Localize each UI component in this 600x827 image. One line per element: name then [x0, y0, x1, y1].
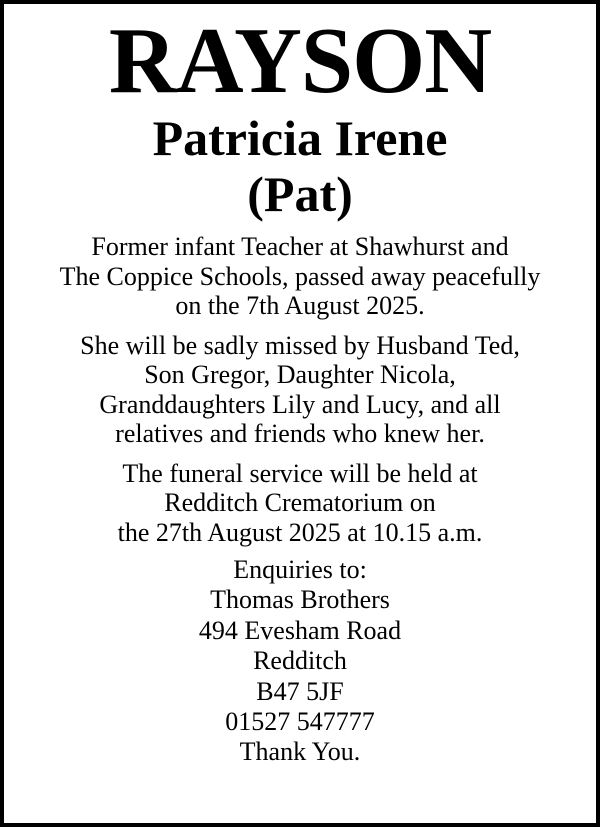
enquiries-block — [4, 555, 596, 768]
surname-heading: RAYSON — [108, 9, 492, 113]
text-line: The Coppice Schools, passed away peacefully — [59, 261, 541, 291]
nickname-heading: (Pat) — [247, 166, 353, 222]
text-line: the 27th August 2025 at 10.15 a.m. — [117, 517, 483, 547]
family-paragraph — [4, 331, 596, 449]
text-line: She will be sadly missed by Husband Ted, — [80, 330, 520, 360]
forenames-heading: Patricia Irene — [152, 110, 448, 166]
phone-number: 01527 547777 — [225, 707, 375, 737]
address-postcode: B47 5JF — [256, 676, 344, 706]
text-line: on the 7th August 2025. — [175, 291, 425, 320]
text-line: Son Gregor, Daughter Nicola, — [144, 360, 456, 389]
text-line: Redditch Crematorium on — [164, 488, 436, 517]
career-paragraph — [4, 232, 596, 321]
funeral-director-name: Thomas Brothers — [210, 585, 390, 615]
text-line: Granddaughters Lily and Lucy, and all — [99, 389, 501, 419]
closing-text: Thank You. — [239, 737, 361, 767]
address-street: 494 Evesham Road — [198, 615, 402, 645]
address-town: Redditch — [253, 646, 347, 676]
enquiries-heading: Enquiries to: — [233, 555, 367, 584]
text-line: The funeral service will be held at — [122, 458, 478, 488]
text-line: relatives and friends who knew her. — [115, 419, 485, 448]
text-line: Former infant Teacher at Shawhurst and — [91, 232, 509, 261]
funeral-paragraph — [4, 459, 596, 548]
